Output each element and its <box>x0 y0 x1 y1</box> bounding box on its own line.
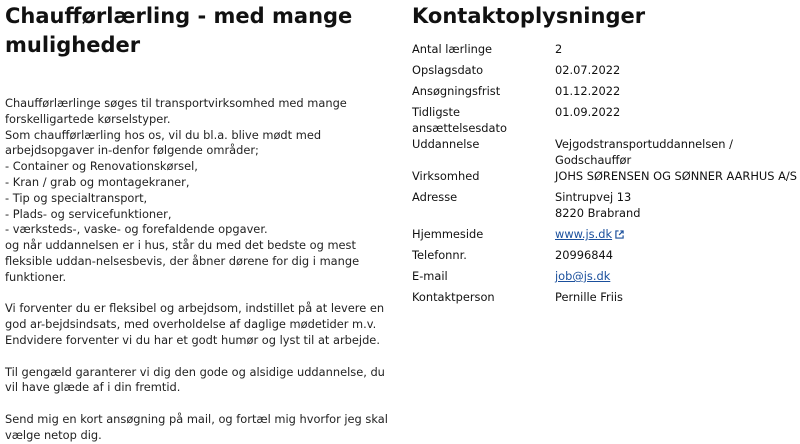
info-row-uddannelse <box>412 136 797 168</box>
contact-info-table <box>412 41 797 310</box>
email-link[interactable]: job@js.dk <box>555 269 611 283</box>
info-row-antal-laerlinge <box>412 41 797 62</box>
info-label: Hjemmeside <box>412 227 484 241</box>
info-label: Virksomhed <box>412 169 480 183</box>
info-value <box>555 268 797 289</box>
info-label: Uddannelse <box>412 137 480 151</box>
info-row-kontaktperson <box>412 289 797 310</box>
info-row-tidligste-ansaettelsesdato <box>412 104 797 136</box>
contact-title: Kontaktoplysninger <box>412 4 646 28</box>
info-label: Adresse <box>412 190 458 204</box>
description-paragraph: Send mig en kort ansøgning på mail, og fortæl mig hvorfor jeg skal vælge netop dig. <box>5 411 388 442</box>
info-row-ansogningsfrist <box>412 83 797 104</box>
info-row-email <box>412 268 797 289</box>
description-paragraph: Chaufførlærlinge søges til transportvirksomhed med mange forskelligartede kørselstyper. Som chaufførlærling hos os, vil du bl.a. blive mødt med arbejdsopgaver in-denfor følgende områder; - Container og Renovationskørsel, - Kran / grab og montagekraner, - Tip og specialtransport, - Plads- og servicefunktioner, - værksteds-, vaske- og forefaldende opgaver. og når uddannelsen er i hus, står du med det bedste og mest fleksible uddan-nelsesbevis, der åbner dørene for dig i mange funktioner. <box>5 96 360 284</box>
info-value: JOHS SØRENSEN OG SØNNER AARHUS A/S <box>555 169 797 183</box>
address-line-street: Sintrupvej 13 <box>555 190 632 204</box>
info-label: Antal lærlinge <box>412 42 493 56</box>
info-value: Pernille Friis <box>555 290 623 304</box>
info-label: Tidligste ansættelsesdato <box>412 105 507 135</box>
description-paragraph: Vi forventer du er fleksibel og arbejdsom, indstillet på at levere en god ar-bejdsindsats, med overholdelse af daglige mødetider m.v. Endvidere forventer vi du har et godt humør og lyst til at arbejde. <box>5 301 385 347</box>
info-label: E-mail <box>412 269 448 283</box>
description-paragraph: Til gengæld garanterer vi dig den gode og alsidige uddannelse, du vil have glæde af i din fremtid. <box>5 364 385 395</box>
info-label: Ansøgningsfrist <box>412 84 501 98</box>
info-row-virksomhed <box>412 168 797 189</box>
job-title: Chaufførlærling - med mange muligheder <box>5 4 353 57</box>
info-value: 2 <box>555 42 563 56</box>
info-value: 02.07.2022 <box>555 63 621 77</box>
info-row-telefon <box>412 247 797 268</box>
job-description-section <box>5 2 390 444</box>
info-value: Vejgodstransportuddannelsen / Godschauffør <box>555 137 733 167</box>
info-row-opslagsdato <box>412 62 797 83</box>
info-value <box>555 226 797 247</box>
info-label: Opslagsdato <box>412 63 484 77</box>
info-value: 01.12.2022 <box>555 84 621 98</box>
external-link-icon[interactable] <box>615 227 624 243</box>
info-row-hjemmeside <box>412 226 797 247</box>
job-description <box>5 96 390 444</box>
address-line-city: 8220 Brabrand <box>555 206 641 220</box>
info-label: Kontaktperson <box>412 290 495 304</box>
website-link[interactable]: www.js.dk <box>555 227 613 241</box>
contact-info-section <box>412 2 797 310</box>
info-row-adresse <box>412 189 797 226</box>
info-value: 01.09.2022 <box>555 105 621 119</box>
info-value: 20996844 <box>555 248 613 262</box>
info-value-address <box>555 189 797 226</box>
info-label: Telefonnr. <box>412 248 467 262</box>
